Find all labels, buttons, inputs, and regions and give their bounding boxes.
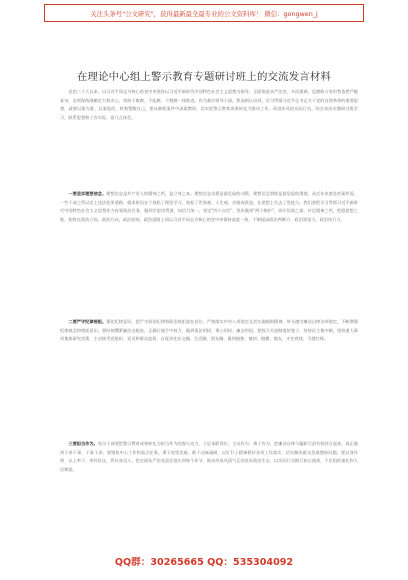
paragraph-text: 党员干部要把警示教育成果转化为担当作为的强大动力，立足本职岗位，主动作为、善于作为，把廉洁自律与履职尽责有机结合起来，真正做到干净干事、干事干净。要聚焦中心工作和重点任务，勇于攻坚克难，敢于动真碰硬，以钉钉子精神抓好各项工作落实，切实解决群众急难愁盼问题。要以身作则、以上率下，带好队伍、管好身边人，把全面从严治党责任落实到每个环节，推动形成风清气正的良好政治生态，以实际行动践行初心使命，不负组织重托和人民期望。 [60,441,358,472]
paragraph-text: 理想信念是共产党人的精神之钙，是立身之本。理想信念动摇是最危险的动摇，理想信念滑坡是最危险的滑坡。从近年来查处的案件看，一些干部之所以走上违法犯罪道路，根本原因在于放松了理论学习，放松了世界观、人生观、价值观改造，在思想上失去了免疫力。我们要把学习贯彻习近平新时代中国特色社会主义思想作为首要政治任务，做到学思用贯通、知信行统一，坚定"四个自信"、坚决做到"两个维护"，筑牢信仰之基、补足精神之钙、把稳思想之舵，始终在政治立场、政治方向、政治原则、政治道路上同以习近平同志为核心的党中央保持高度一致，不断提高政治判断力、政治领悟力、政治执行力。 [60,191,358,222]
paragraph-heading: 三要担当作为。 [68,441,98,446]
paragraph-heading: 二要严守纪律规矩。 [68,319,107,324]
paragraph-heading: 一要坚实理想信念。 [68,191,107,196]
contact-footer: QQ群：30265665 QQ：535304092 [114,557,294,568]
document-title: 在理论中心组上警示教育专题研讨班上的交流发言材料 [76,71,332,83]
paragraph-text: 强化纪律意识，把严守政治纪律和政治规矩放在首位，严格落实中央八项规定及其实施细则精神，带头遵守廉洁自律各项规定，不断增强纪律观念和规矩意识。要时刻绷紧廉洁这根弦，正确行使手中权力，做到依法用权、秉公用权、廉洁用权，把权力关进制度的笼子，坚持民主集中制，坚持重大事项集体研究决策，主动接受党组织、党员和群众监督，自觉净化社交圈、生活圈、朋友圈，做到慎独、慎初、慎微、慎友，守住底线、不越红线。 [60,319,358,342]
paragraph-responsibility [60,440,358,540]
promo-banner-text: 关注头条号"公文研究"，获得最新最全最专业的公文资料库！ 微信：gongwen_j [90,9,318,18]
promo-banner [44,4,364,22]
paragraph-ideals [60,190,358,314]
paragraph-text: 党的二十大以来，以习近平同志为核心的党中央坚持以习近平新时代中国特色社会主义思想为指导，全面推进从严治党，多次强调，反腐败斗争形势依然严峻复杂，必须保持战略定力和决心，坚持不敢腐、不能腐、不想腐一体推进。作为基层领导干部，我深刻认识到，学习贯彻习近平总书记关于党的自我革命的重要思想，就要以案为鉴、以案促改，时刻警醒自己，要从腐败案件中汲取教训，切实把警示教育成果转化为推动工作、改进作风的实际行动。结合本次专题研讨班学习，联系思想和工作实际，谈几点体会。 [60,89,358,120]
paragraph-discipline [60,318,358,436]
paragraph-intro [60,88,358,186]
